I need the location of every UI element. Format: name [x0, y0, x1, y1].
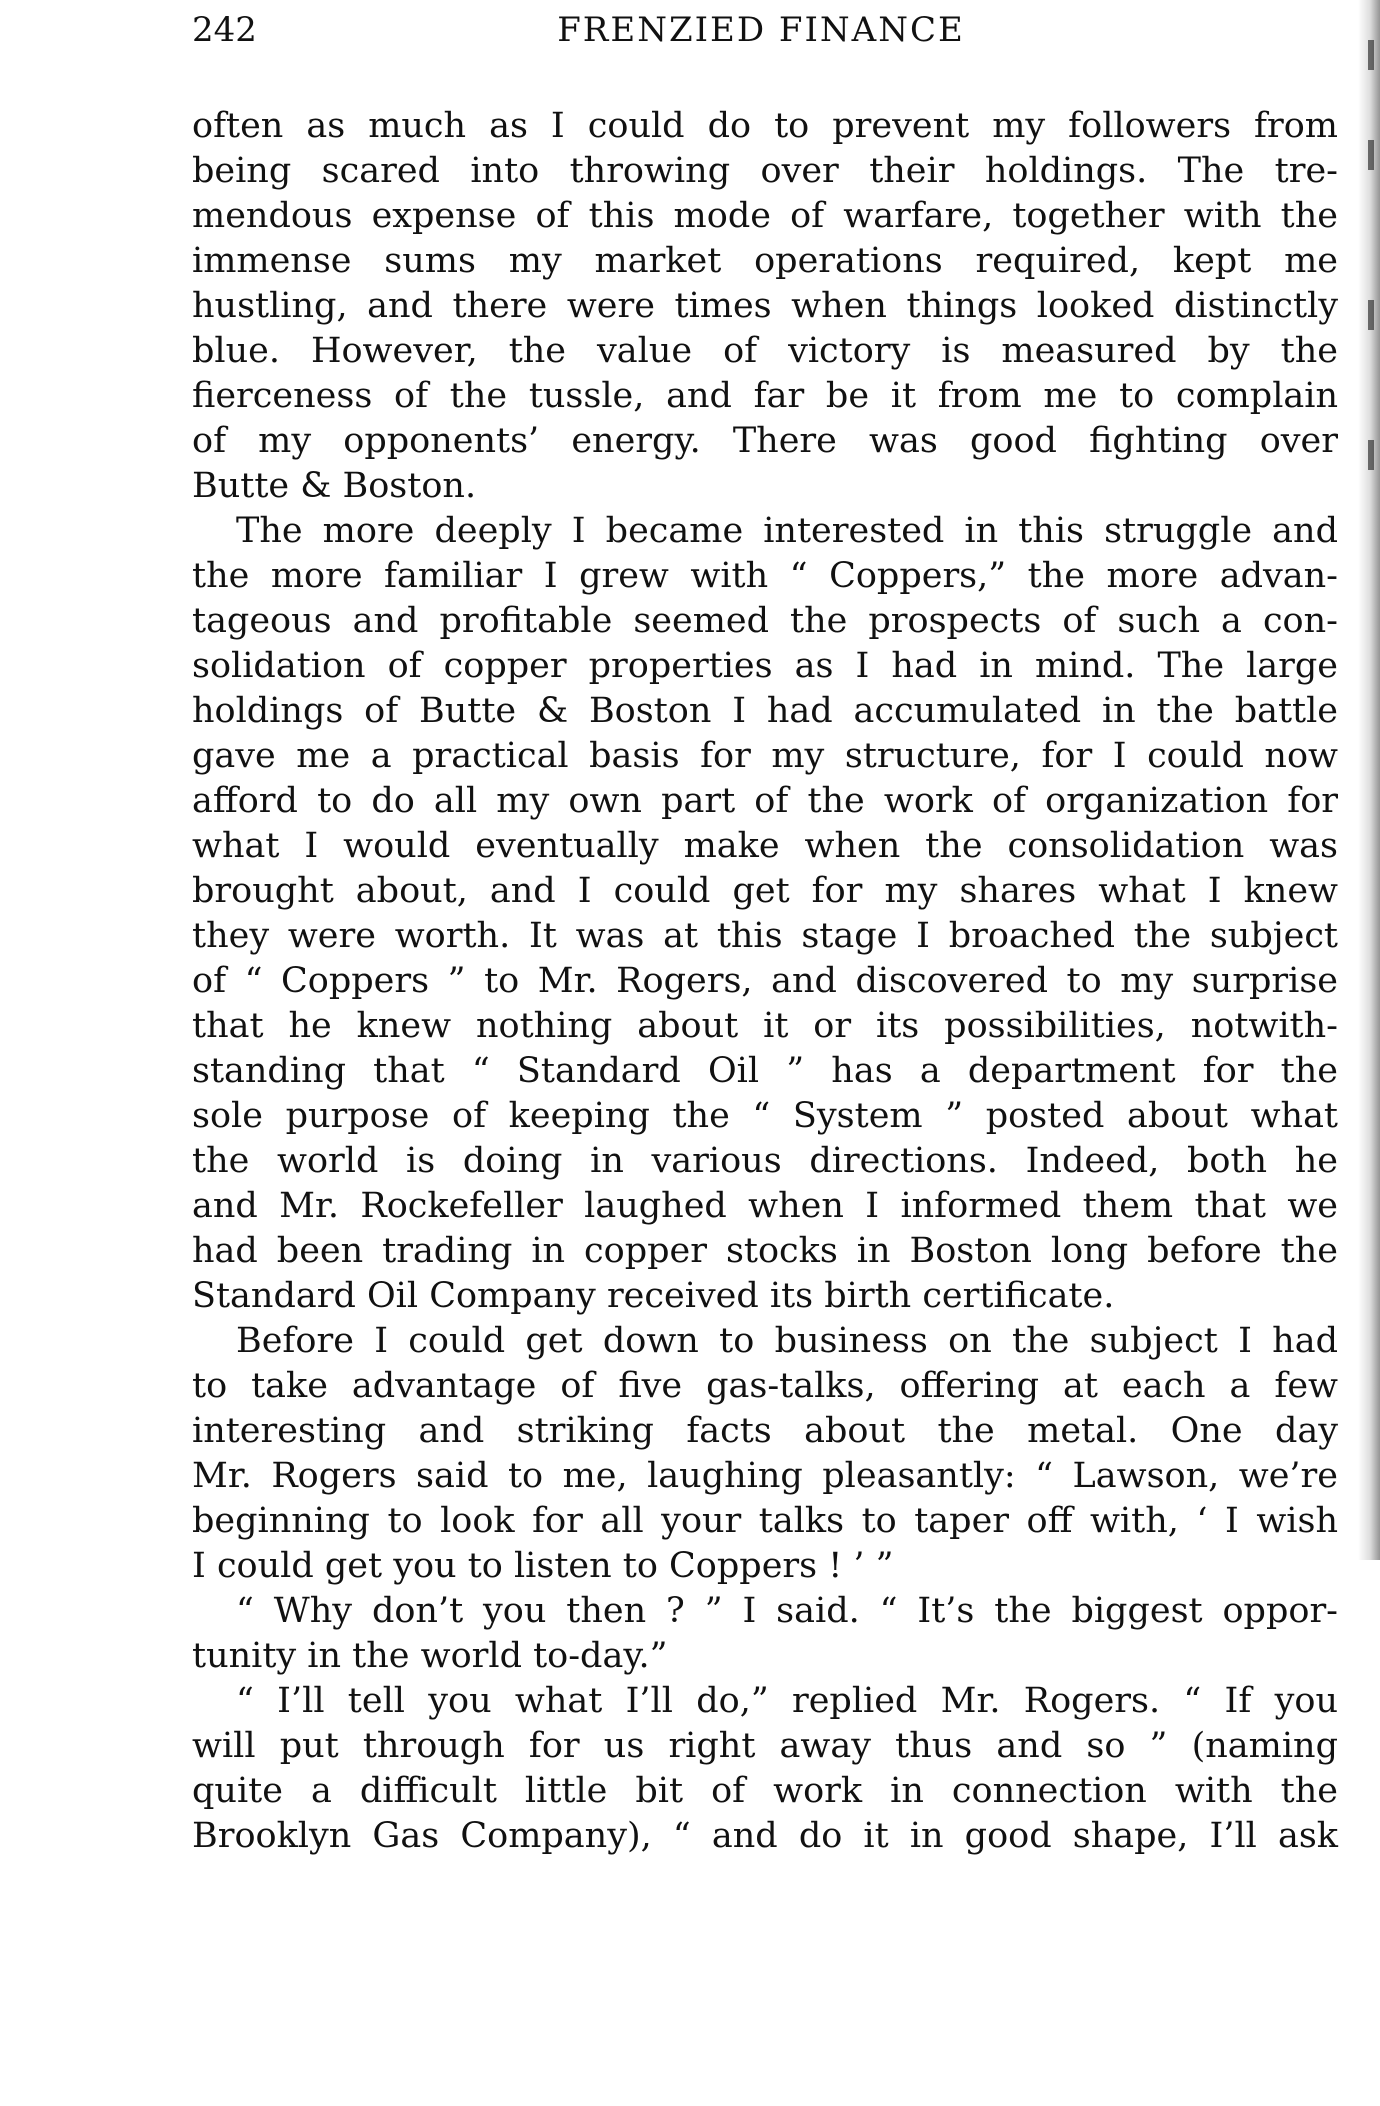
- text-line: blue. However, the value of victory is measured by the: [192, 331, 1338, 371]
- text-line: “ I’ll tell you what I’ll do,” replied Mr. Rogers. “ If you: [236, 1681, 1338, 1721]
- text-line: solidation of copper properties as I had in mind. The large: [192, 646, 1338, 686]
- text-line: tunity in the world to-day.”: [192, 1636, 668, 1676]
- text-line: of my opponents’ energy. There was good fighting over: [192, 421, 1338, 461]
- text-line: to take advantage of five gas-talks, offering at each a few: [192, 1366, 1338, 1406]
- text-line: sole purpose of keeping the “ System ” posted about what: [192, 1096, 1338, 1136]
- text-line: fierceness of the tussle, and far be it from me to complain: [192, 376, 1338, 416]
- text-line: being scared into throwing over their holdings. The tre-: [192, 151, 1338, 191]
- text-line: I could get you to listen to Coppers ! ’ ”: [192, 1546, 894, 1586]
- page-edge-mark: [1368, 40, 1374, 70]
- running-head: FRENZIED FINANCE: [557, 10, 965, 50]
- body-text: [192, 104, 1338, 1859]
- text-line: The more deeply I became interested in this struggle and: [236, 511, 1338, 551]
- text-line: standing that “ Standard Oil ” has a department for the: [192, 1051, 1338, 1091]
- text-line: often as much as I could do to prevent my followers from: [192, 106, 1338, 146]
- text-line: gave me a practical basis for my structure, for I could now: [192, 736, 1338, 776]
- text-line: holdings of Butte & Boston I had accumulated in the battle: [192, 691, 1338, 731]
- text-line: and Mr. Rockefeller laughed when I informed them that we: [192, 1186, 1338, 1226]
- text-line: the more familiar I grew with “ Coppers,” the more advan-: [192, 556, 1338, 596]
- page-number: 242: [192, 10, 257, 50]
- text-line: brought about, and I could get for my shares what I knew: [192, 871, 1338, 911]
- text-line: Brooklyn Gas Company), “ and do it in good shape, I’ll ask: [192, 1816, 1338, 1856]
- text-line: immense sums my market operations required, kept me: [192, 241, 1338, 281]
- text-line: Standard Oil Company received its birth certificate.: [192, 1276, 1115, 1316]
- page-edge-mark: [1368, 300, 1374, 330]
- text-line: mendous expense of this mode of warfare, together with the: [192, 196, 1338, 236]
- text-line: they were worth. It was at this stage I broached the subject: [192, 916, 1338, 956]
- text-line: the world is doing in various directions. Indeed, both he: [192, 1141, 1338, 1181]
- text-line: quite a difficult little bit of work in connection with the: [192, 1771, 1338, 1811]
- text-line: “ Why don’t you then ? ” I said. “ It’s the biggest oppor-: [236, 1591, 1338, 1631]
- text-line: interesting and striking facts about the metal. One day: [192, 1411, 1338, 1451]
- text-line: will put through for us right away thus and so ” (naming: [192, 1726, 1338, 1766]
- text-line: what I would eventually make when the consolidation was: [192, 826, 1338, 866]
- page-edge-mark: [1368, 140, 1374, 170]
- text-line: hustling, and there were times when things looked distinctly: [192, 286, 1338, 326]
- text-line: Before I could get down to business on the subject I had: [236, 1321, 1338, 1361]
- page-edge-mark: [1368, 440, 1374, 470]
- text-line: Mr. Rogers said to me, laughing pleasantly: “ Lawson, we’re: [192, 1456, 1338, 1496]
- page-header: [192, 6, 1330, 54]
- text-line: beginning to look for all your talks to taper off with, ‘ I wish: [192, 1501, 1338, 1541]
- text-line: had been trading in copper stocks in Boston long before the: [192, 1231, 1338, 1271]
- page-edge-shadow: [1358, 0, 1380, 1560]
- text-line: afford to do all my own part of the work of organization for: [192, 781, 1338, 821]
- text-line: of “ Coppers ” to Mr. Rogers, and discovered to my surprise: [192, 961, 1338, 1001]
- text-line: that he knew nothing about it or its possibilities, notwith-: [192, 1006, 1338, 1046]
- text-line: tageous and profitable seemed the prospects of such a con-: [192, 601, 1338, 641]
- text-line: Butte & Boston.: [192, 466, 477, 506]
